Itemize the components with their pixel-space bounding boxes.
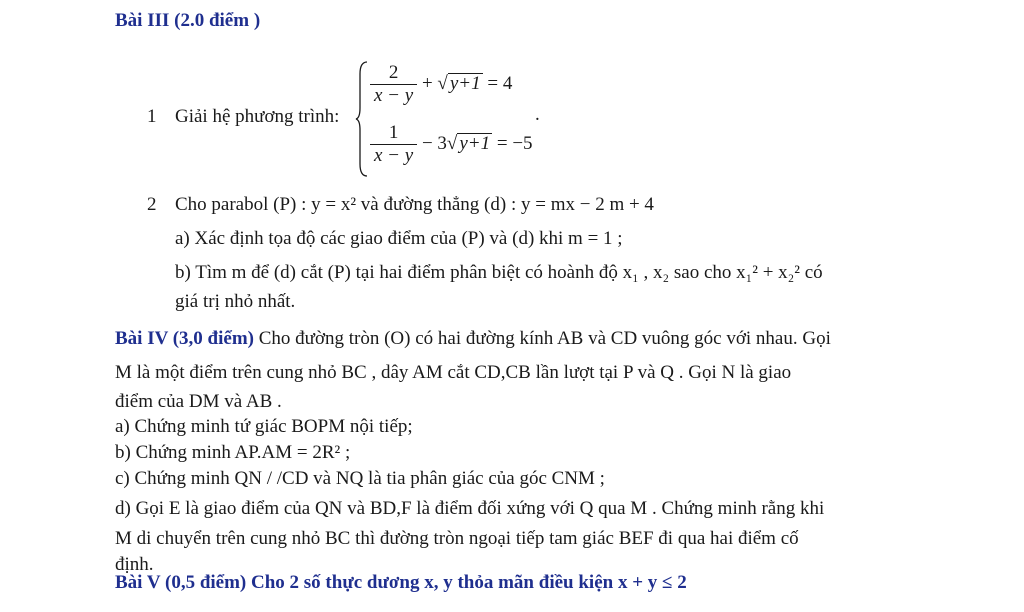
section-4-part-a: a) Chứng minh tứ giác BOPM nội tiếp; xyxy=(115,416,413,437)
eq2-radicand: y+1 xyxy=(459,132,491,154)
q2-part-a: a) Xác định tọa độ các giao điểm của (P) và (d) khi m = 1 ; xyxy=(175,228,623,249)
section-4-intro-line2: M là một điểm trên cung nhỏ BC , dây AM cắt CD,CB lần lượt tại P và Q . Gọi N là giao xyxy=(115,362,792,383)
eq1-radicand: y+1 xyxy=(449,72,481,94)
eq1-fraction xyxy=(370,62,417,107)
section-3-heading: Bài III (2.0 điểm ) xyxy=(115,10,261,31)
eq1-denominator: x − y xyxy=(374,85,414,106)
eq2-fraction xyxy=(370,122,417,167)
section-4-part-c: c) Chứng minh QN / /CD và NQ là tia phân giác của góc CNM ; xyxy=(115,468,605,489)
equation-2 xyxy=(370,122,533,167)
section-4-part-d-line2: M di chuyển trên cung nhỏ BC thì đường tròn ngoại tiếp tam giác BEF đi qua hai điểm cố xyxy=(115,528,799,549)
equation-1 xyxy=(370,62,512,107)
q1-text: Giải hệ phương trình: xyxy=(175,106,340,127)
q2-part-b-line1: b) Tìm m để (d) cắt (P) tại hai điểm phân biệt có hoành độ x₁ , x₂ sao cho x₁² + x₂² có xyxy=(175,262,823,283)
eq2-minus: − 3 xyxy=(421,132,447,154)
eq2-rhs: = −5 xyxy=(496,132,533,154)
section-4-part-d-line1: d) Gọi E là giao điểm của QN và BD,F là điểm đối xứng với Q qua M . Chứng minh rằng khi xyxy=(115,498,825,519)
section-5-text: Bài V (0,5 điểm) Cho 2 số thực dương x, y thỏa mãn điều kiện x + y ≤ 2 xyxy=(115,572,687,593)
q2-number: 2 xyxy=(147,194,157,215)
section-4-intro-text: Cho đường tròn (O) có hai đường kính AB và CD vuông góc với nhau. Gọi xyxy=(253,328,831,349)
section-5-cut-line xyxy=(115,572,687,612)
sqrt-icon: √ xyxy=(437,72,448,94)
eq1-plus: + xyxy=(421,72,433,94)
section-4-intro-line3: điểm của DM và AB . xyxy=(115,391,282,412)
q2-part-b-line2: giá trị nhỏ nhất. xyxy=(175,291,296,312)
system-brace-icon xyxy=(355,60,369,178)
sqrt-icon: √ xyxy=(446,132,458,154)
section-4-intro-line1 xyxy=(115,328,831,350)
section-4-part-d-line3: định. xyxy=(115,554,154,575)
section-4-heading: Bài IV (3,0 điểm) xyxy=(115,328,254,349)
eq2-numerator: 1 xyxy=(370,122,417,145)
q2-text: Cho parabol (P) : y = x² và đường thẳng (d) : y = mx − 2 m + 4 xyxy=(175,194,654,215)
eq2-denominator: x − y xyxy=(374,145,414,166)
section-4-part-b: b) Chứng minh AP.AM = 2R² ; xyxy=(115,442,351,463)
eq1-rhs: = 4 xyxy=(487,72,513,94)
q1-trailing-dot: . xyxy=(535,104,540,125)
q1-number: 1 xyxy=(147,106,157,127)
eq1-numerator: 2 xyxy=(370,62,417,85)
